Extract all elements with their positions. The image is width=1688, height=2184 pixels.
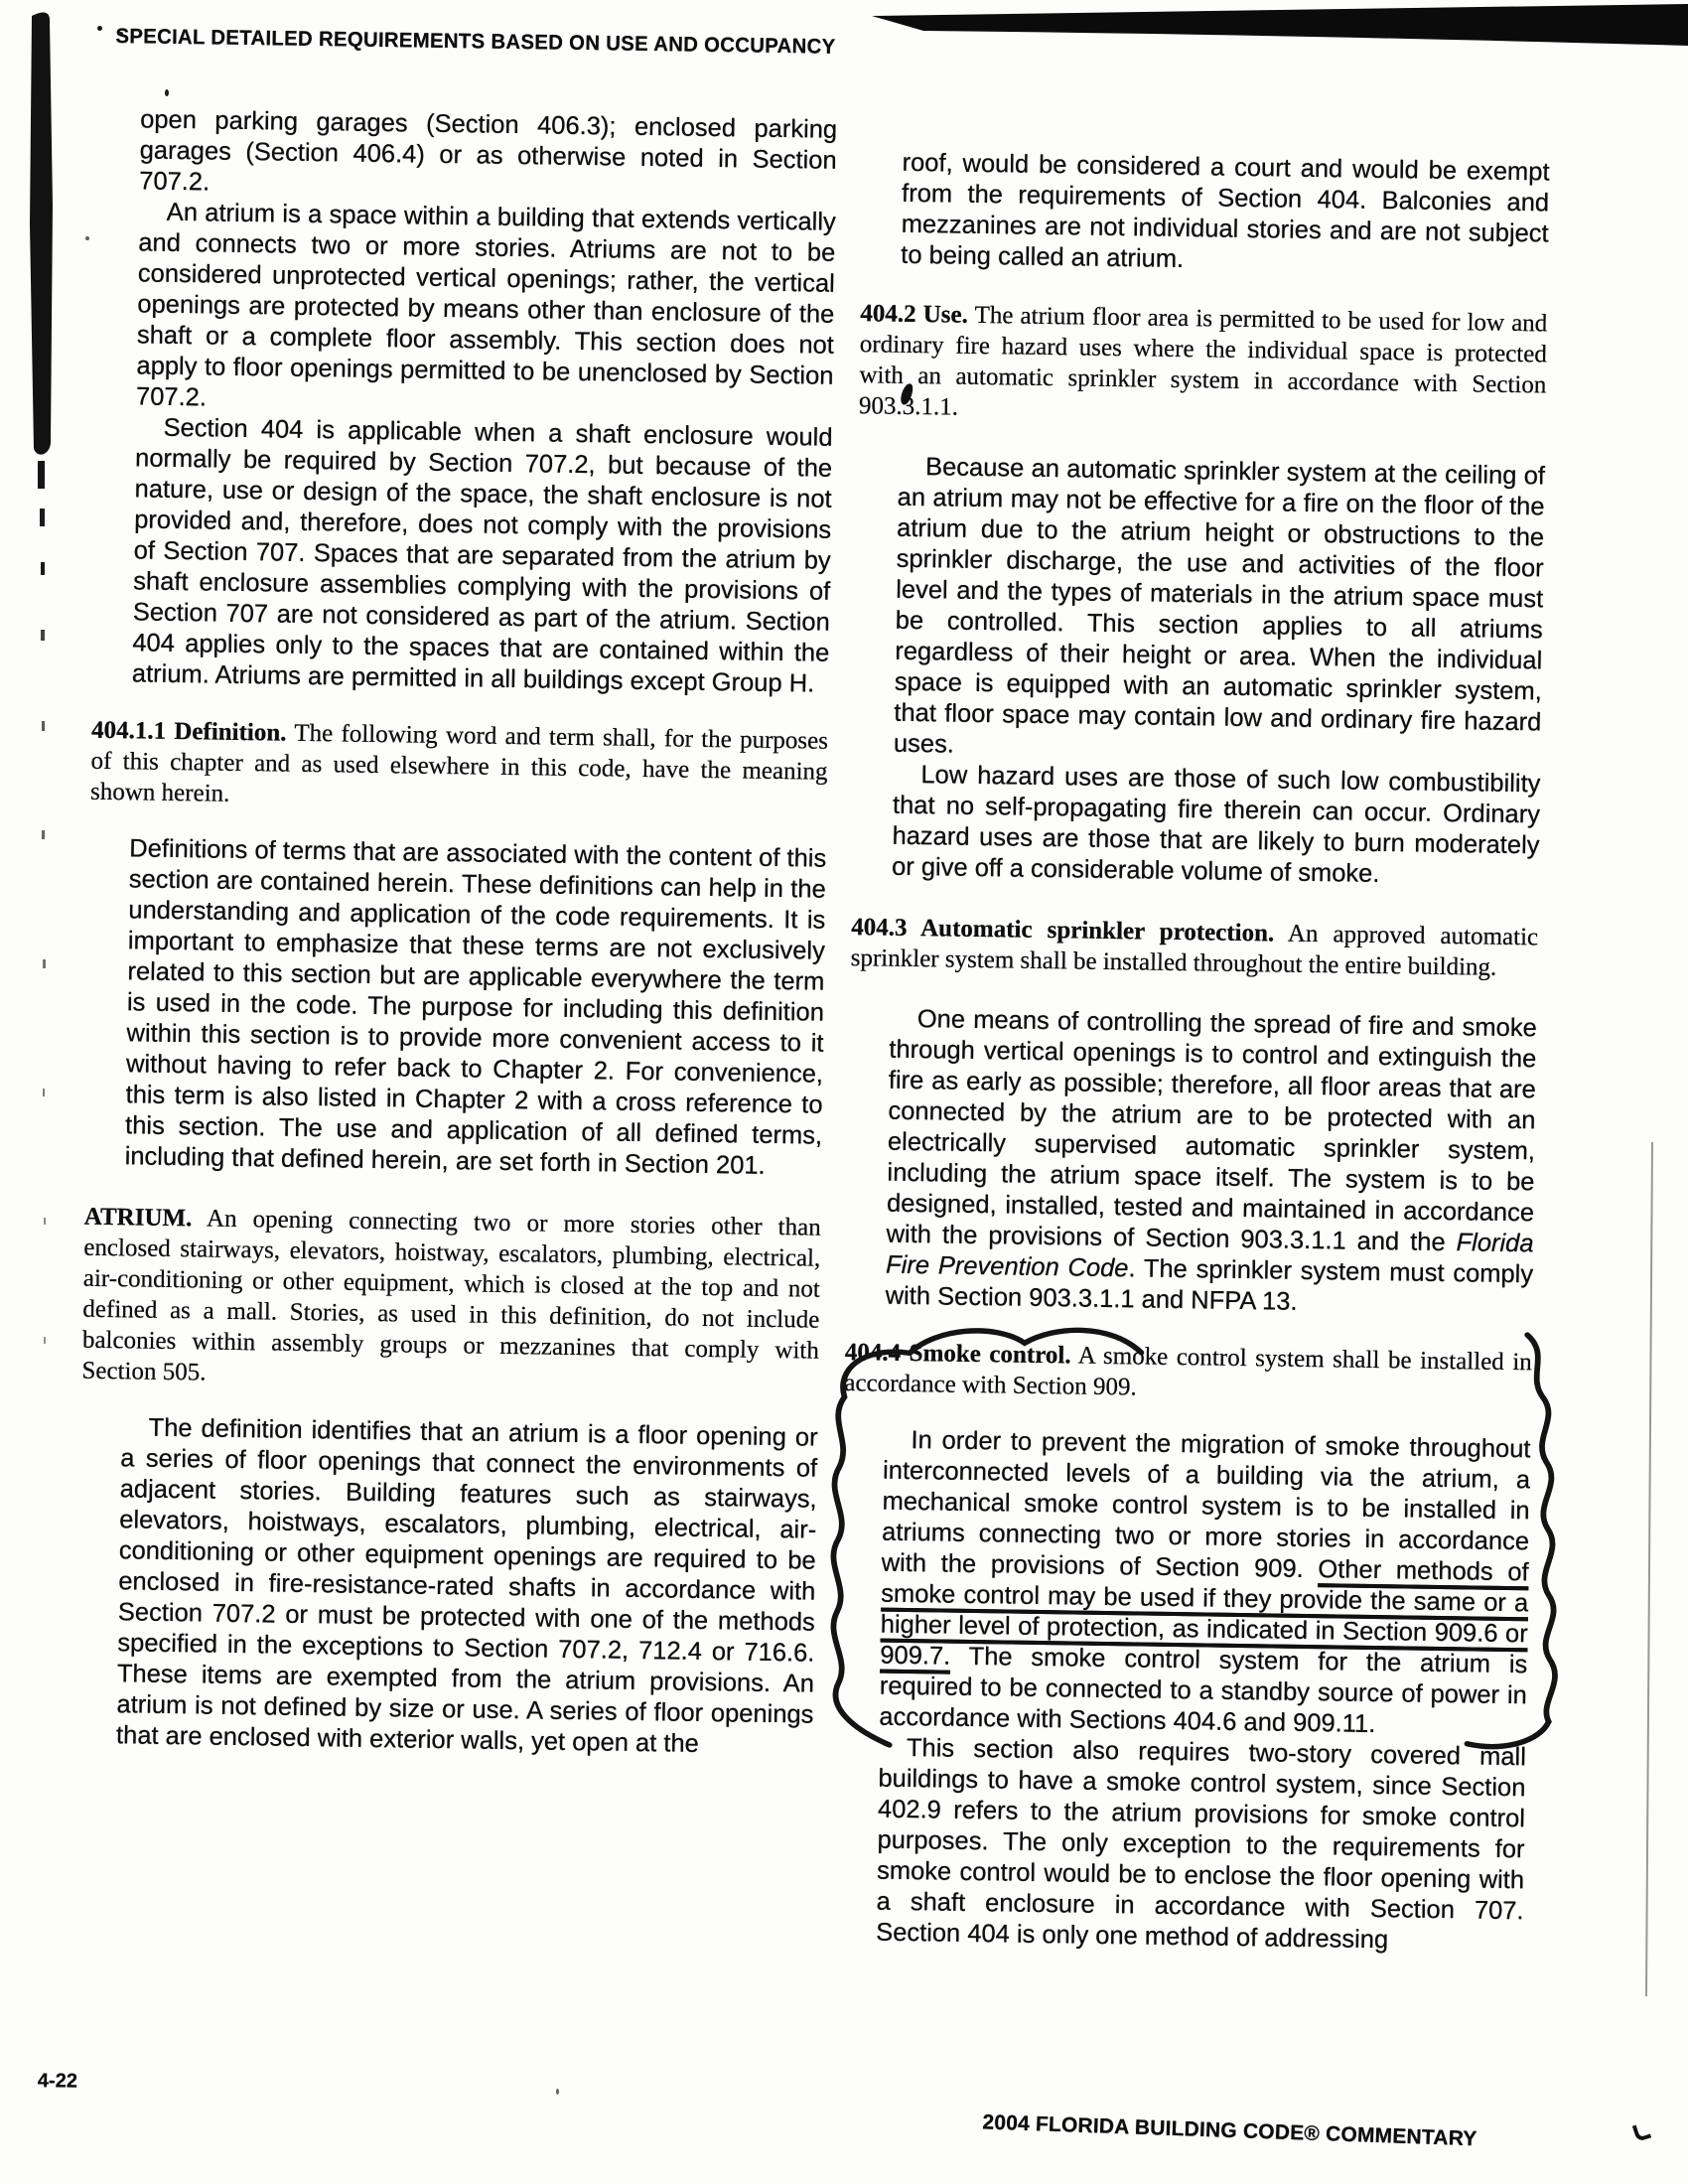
left-column (76, 104, 838, 1762)
italic-code-title: Florida Fire Prevention Code (885, 1229, 1534, 1283)
paragraph-definition-identifies: The definition identifies that an atrium is a floor opening or a series of floor openings that connect the environments of adjacent stories. Building features such as stairways, elevators, hoistways, escalators, plumbing, electrical, air-conditioning or other equipment openings are required to be enclosed in fire-resistance-rated shafts in accordance with Section 707.2 or must be protected with one of the methods specified in the exceptions to Section 707.2, 712.4 or 716.6. These items are exempted from the atrium provisions. An atrium is not defined by size or use. A series of floor openings that are enclosed with exterior walls, yet open at the (115, 1413, 818, 1758)
running-header: SPECIAL DETAILED REQUIREMENTS BASED ON USE AND OCCUPANCY (115, 25, 836, 59)
paragraph-one-means (885, 1004, 1537, 1322)
section-number-label: 404.4 Smoke control. (844, 1339, 1071, 1370)
paragraph-text: . The sprinkler system must comply with Section 903.3.1.1 and NFPA 13. (885, 1254, 1534, 1316)
section-404-4-smoke-control (844, 1337, 1532, 1408)
footer-title: 2004 FLORIDA BUILDING CODE® COMMENTARY (982, 2111, 1477, 2151)
paragraph-section-404-applicability: Section 404 is applicable when a shaft enclosure would normally be required by Section 707.2, but because of the nature, use or design of the space, the shaft enclosure is not provided and, therefore, does not comply with the provisions of Section 707. Spaces that are separated from the atrium by shaft enclosure assemblies complying with the provisions of Section 707 are not considered as part of the atrium. Section 404 applies only to the spaces that are contained within the atrium. Atriums are permitted in all buildings except Group H. (131, 413, 833, 698)
paragraph-parking-garages: open parking garages (Section 406.3); enclosed parking garages (Section 406.4) or as otherwise noted in Section 707.2. (139, 105, 838, 197)
section-text: The atrium floor area is permitted to be used for low and ordinary fire hazard uses where the individual space is protected with an automatic sprinkler system in accordance with Section 903.3.1.1. (858, 301, 1548, 421)
section-number-label: 404.3 Automatic sprinkler protection. (850, 914, 1275, 947)
paragraph-atrium-definition-commentary: An atrium is a space within a building that extends vertically and connects two or more stories. Atriums are not to be considered unprotected vertical openings; rather, the vertical openings are protected by means other than enclosure of the shaft or a complete floor assembly. This section does not apply to floor openings permitted to be unenclosed by Section 707.2. (135, 198, 836, 412)
section-text: A smoke control system shall be installed in accordance with Section 909. (844, 1342, 1532, 1401)
section-number-label: 404.2 Use. (860, 300, 969, 329)
section-404-2-use (859, 298, 1548, 431)
definition-atrium (81, 1202, 821, 1397)
pen-underlined-text: Other methods of smoke control may be used if they provide the same or a higher level of protection, as indicated in Section 909.6 or 909.7. (880, 1555, 1529, 1671)
right-column (836, 147, 1550, 1958)
page-number: 4-22 (37, 2070, 78, 2093)
section-text: An approved automatic sprinkler system shall be installed throughout the entire building. (850, 920, 1539, 981)
paragraph-smoke-migration (879, 1425, 1531, 1743)
paragraph-sprinkler-ceiling: Because an automatic sprinkler system at the ceiling of an atrium may not be effective for a fire on the floor of the atrium due to the atrium height or obstructions to the sprinkler discharge, the use and activities of the floor level and the types of materials in the atrium space must be controlled. This section applies to all atriums regardless of their height or area. When the individual space is equipped with an automatic sprinkler system, that floor space may contain low and ordinary fire hazard uses. (893, 453, 1546, 759)
section-404-1-1-definition (90, 715, 828, 818)
paragraph-text: One means of controlling the spread of fire and smoke through vertical openings is to control and extinguish the fire as early as possible; therefore, all floor areas that are connected by the atrium are to be protected with an electrically supervised automatic sprinkler system, including the atrium space itself. The system is to be designed, installed, tested and maintained in accordance with the provisions of Section 903.3.1.1 and the (886, 1005, 1537, 1257)
paragraph-definitions-commentary: Definitions of terms that are associated with the content of this section are contained herein. These definitions can help in the understanding and application of the code requirements. It is important to emphasize that these terms are not exclusively related to this section but are applicable everywhere the term is used in the code. The purpose for including this definition within this section is to provide more convenient access to it without having to refer back to Chapter 2. For convenience, this term is also listed in Chapter 2 with a cross reference to this section. The use and application of all defined terms, including that defined herein, are set forth in Section 201. (124, 834, 827, 1180)
paragraph-roof-court: roof, would be considered a court and would be exempt from the requirements of Section 404. Balconies and mezzanines are not individual stories and are not subject to being called an atrium. (901, 148, 1550, 274)
definition-text: An opening connecting two or more stories other than enclosed stairways, elevators, hoistway, escalators, plumbing, electrical, air-conditioning or other equipment, which is closed at the top and not defined as a mall. Stories, as used in this definition, do not include balconies within assembly groups or mezzanines that comply with Section 505. (81, 1205, 821, 1386)
definition-term-label: ATRIUM. (83, 1203, 193, 1233)
paragraph-text: The smoke control system for the atrium is required to be connected to a standby source of power in accordance with Sections 404.6 and 909.11. (879, 1642, 1528, 1739)
paragraph-text: In order to prevent the migration of smoke throughout interconnected levels of a building via the atrium, a mechanical smoke control system is to be installed in atriums connecting two or more stories in accordance with the provisions of Section 909. (881, 1426, 1531, 1584)
section-number-label: 404.1.1 Definition. (90, 716, 287, 747)
section-text: The following word and term shall, for the purposes of this chapter and as used elsewhere in this code, have the meaning shown herein. (89, 719, 829, 807)
section-404-3-sprinkler-protection (851, 912, 1539, 983)
paragraph-low-hazard-uses: Low hazard uses are those of such low combustibility that no self-propagating fire therein can occur. Ordinary hazard uses are those that are likely to burn moderately or give off a considerable volume of smoke. (891, 761, 1541, 889)
paragraph-covered-mall: This section also requires two-story covered mall buildings to have a smoke control system, since Section 402.9 refers to the atrium provisions for smoke control purposes. The only exception to the requirements for smoke control would be to enclose the floor opening with a shaft enclosure in accordance with Section 707. Section 404 is only one method of addressing (875, 1734, 1527, 1955)
pen-circled-region (839, 1337, 1532, 1742)
